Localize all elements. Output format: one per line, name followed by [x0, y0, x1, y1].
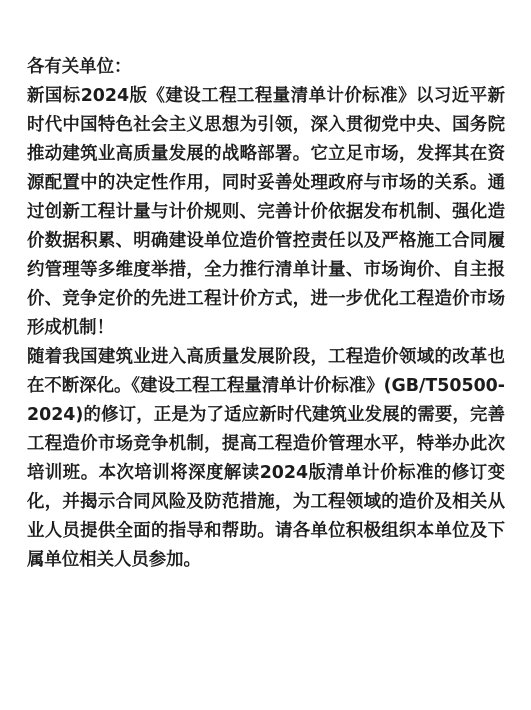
paragraph-standard-introduction: 新国标2024版《建设工程工程量清单计价标准》以习近平新时代中国特色社会主义思想为引领，深入贯彻党中央、国务院推动建筑业高质量发展的战略部署。它立足市场，发挥其在资源配置中的决定性作用，同时妥善处理政府与市场的关系。通过创新工程计量与计价规则、完善计价依据发布机制、强化造价数据积累、明确建设单位造价管控责任以及严格施工合同履约管理等多维度举措，全力推行清单计量、市场询价、自主报价、竞争定价的先进工程计价方式，进一步优化工程造价市场形成机制！	[27, 86, 505, 338]
notice-body	[27, 53, 505, 575]
salutation: 各有关单位：	[27, 57, 132, 77]
paragraph-training-announcement: 随着我国建筑业进入高质量发展阶段，工程造价领域的改革也在不断深化。《建设工程工程量清单计价标准》(GB/T50500-2024)的修订，正是为了适应新时代建筑业发展的需要，完善工程造价市场竞争机制，提高工程造价管理水平，特举办此次培训班。本次培训将深度解读2024版清单计价标准的修订变化，并揭示合同风险及防范措施，为工程领域的造价及相关从业人员提供全面的指导和帮助。请各单位积极组织本单位及下属单位相关人员参加。	[27, 347, 505, 570]
